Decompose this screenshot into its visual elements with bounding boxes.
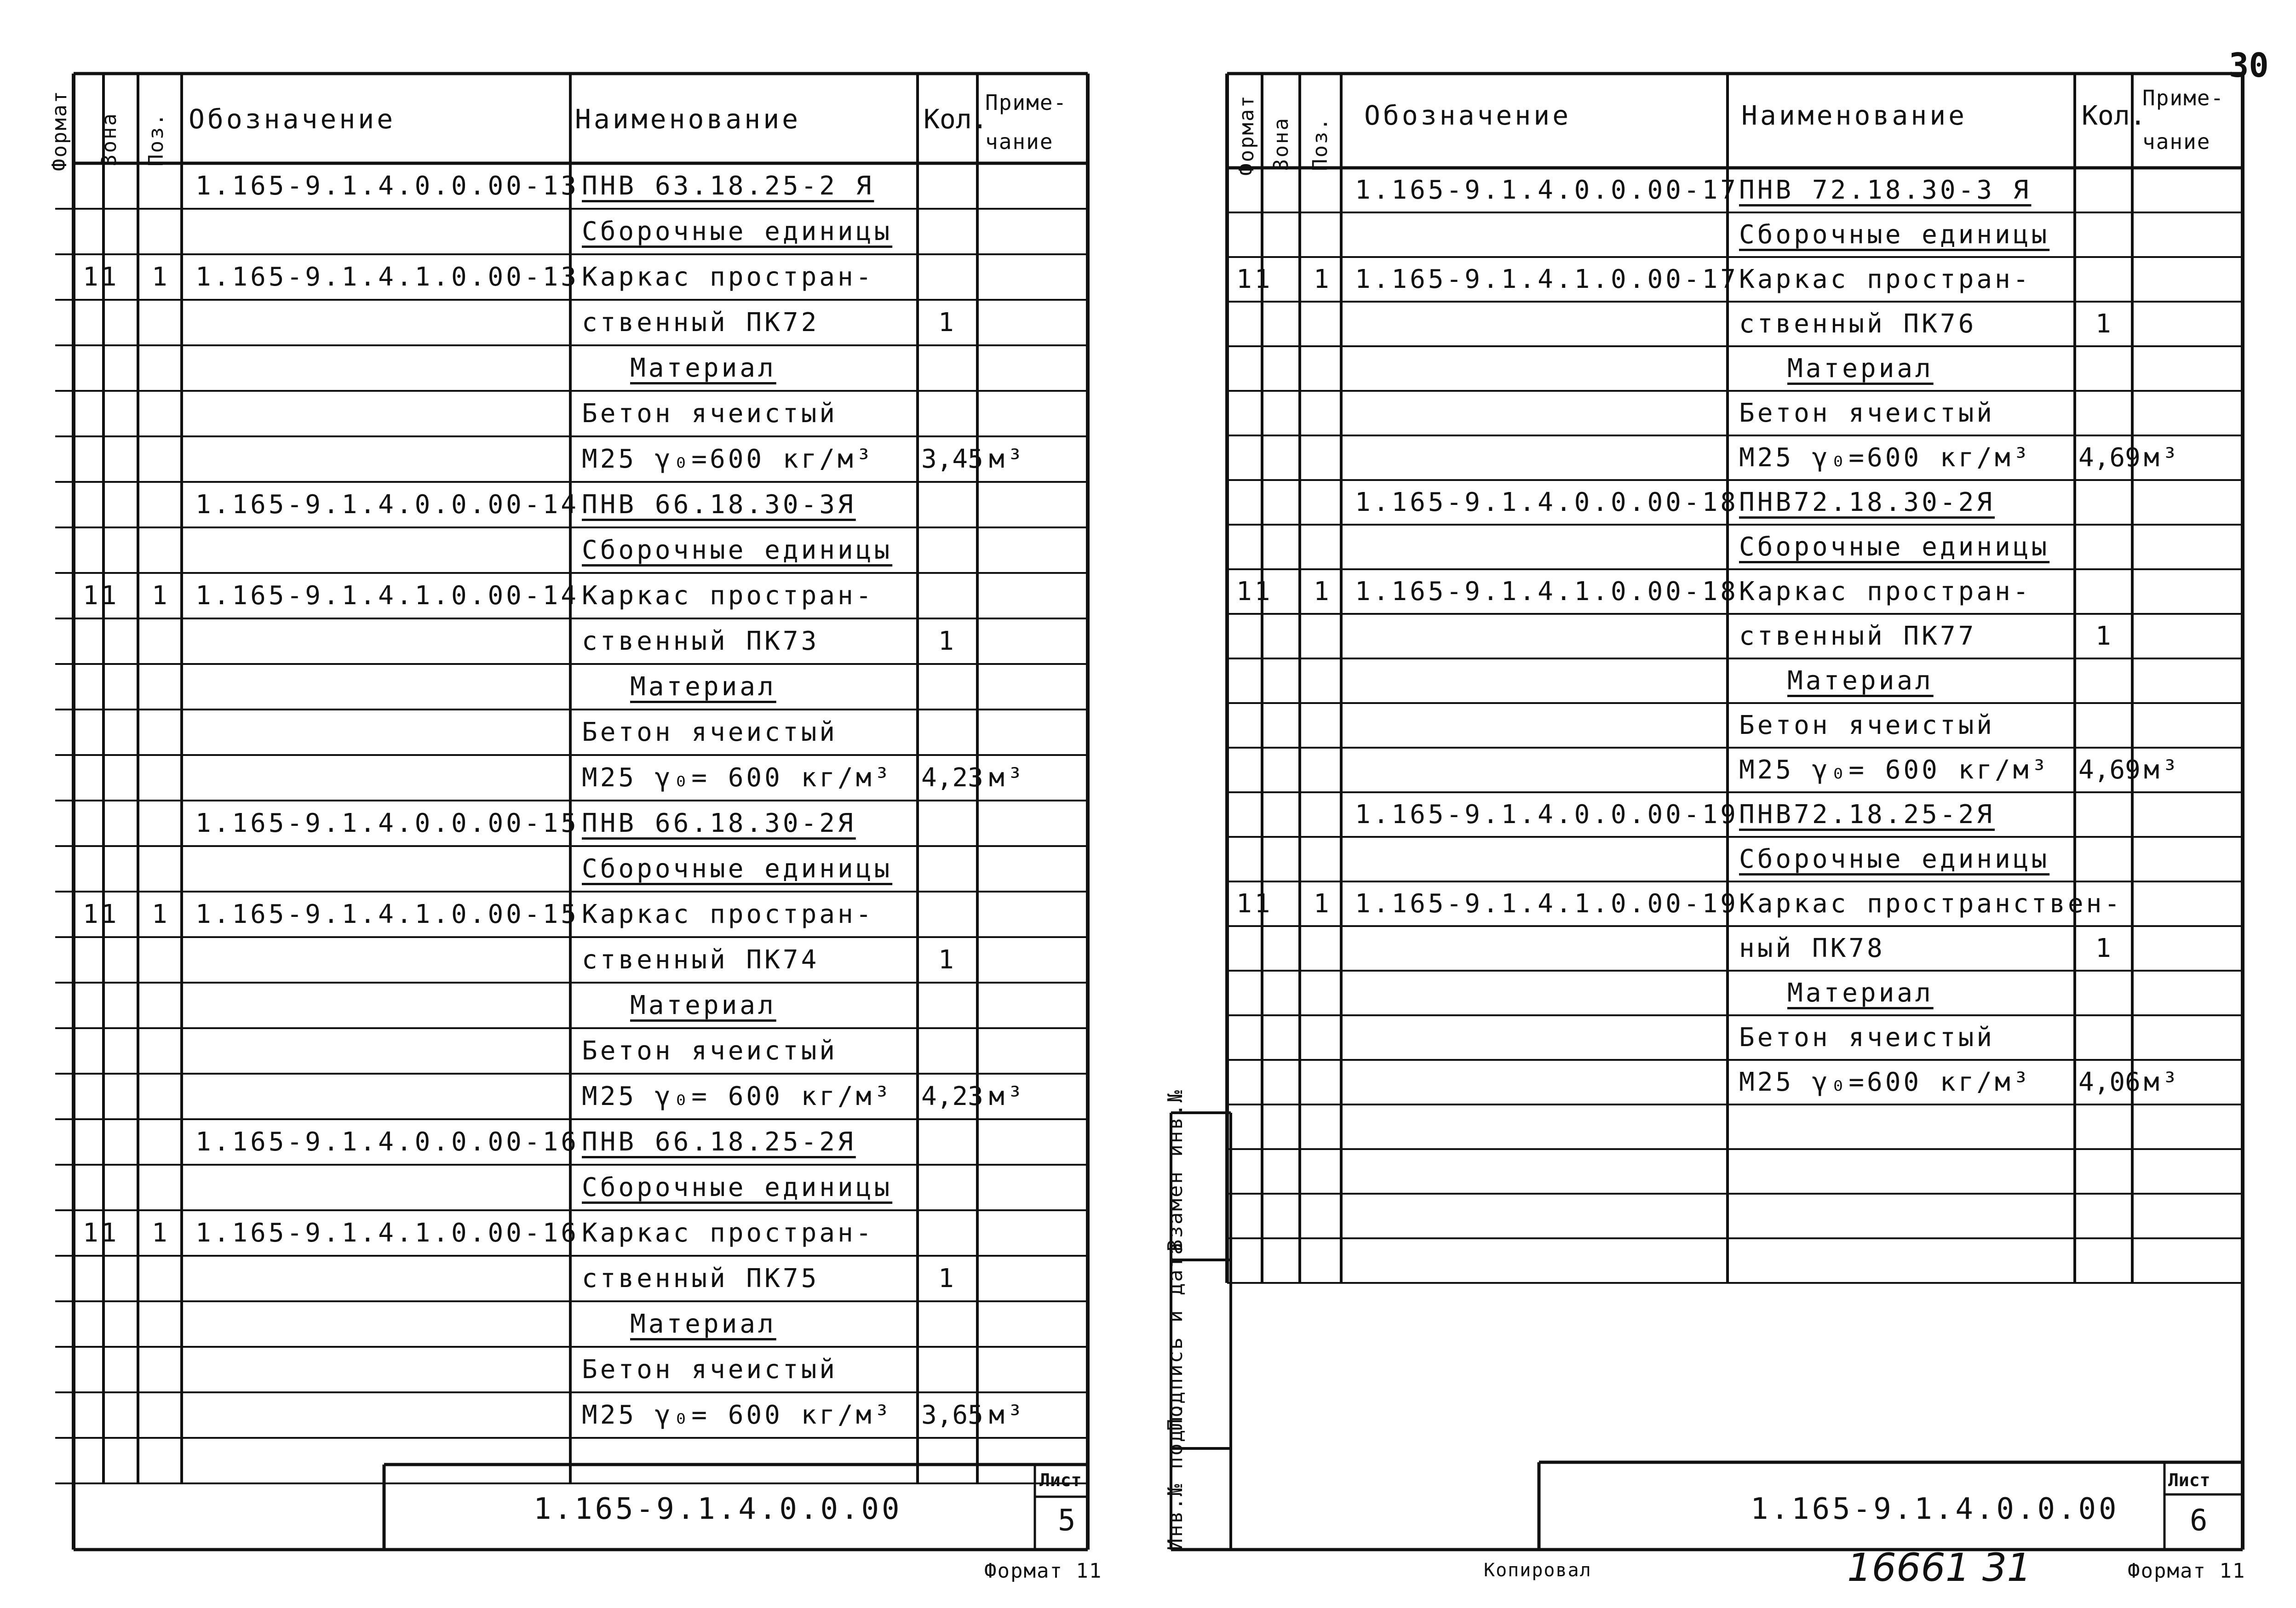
row-designation: 1.165-9.1.4.0.0.00-18	[1355, 487, 1739, 517]
row-format: 11	[83, 1218, 120, 1248]
row-name: ственный ПК76	[1739, 309, 1977, 339]
header-name-r: Наименование	[1741, 100, 1968, 131]
header-format-r: Формат	[1235, 94, 1258, 176]
row-name: ственный ПК72	[582, 307, 820, 338]
row-qty: 1	[938, 1263, 954, 1293]
row-name: Материал	[630, 671, 776, 702]
row-designation: 1.165-9.1.4.0.0.00-13	[195, 171, 580, 201]
row-name: Сборочные единицы	[582, 216, 893, 246]
row-designation: 1.165-9.1.4.0.0.00-17	[1355, 175, 1739, 205]
sheet-right	[1148, 0, 2296, 1608]
header-format: Формат	[48, 90, 71, 171]
row-pos: 1	[152, 1218, 170, 1248]
row-name: Сборочные единицы	[1739, 532, 2050, 562]
header-pos: Поз.	[144, 112, 168, 166]
row-designation: 1.165-9.1.4.1.0.00-16	[195, 1218, 580, 1248]
row-pos: 1	[152, 580, 170, 611]
row-name: М25 γ₀= 600 кг/м³	[582, 762, 893, 793]
row-pos: 1	[152, 899, 170, 929]
row-designation: 1.165-9.1.4.1.0.00-14	[195, 580, 580, 611]
row-designation: 1.165-9.1.4.0.0.00-14	[195, 489, 580, 520]
row-name: М25 γ₀=600 кг/м³	[1739, 1067, 2032, 1097]
row-note: м³	[2144, 442, 2181, 473]
row-qty: 4,23	[921, 1081, 983, 1111]
row-name: ПНВ 66.18.30-3Я	[582, 489, 856, 520]
row-name: Материал	[1787, 665, 1934, 696]
header-note-1-r: Приме-	[2142, 86, 2225, 110]
row-name: ственный ПК77	[1739, 621, 1977, 651]
row-qty: 1	[938, 307, 954, 338]
row-name: Каркас простран-	[582, 899, 874, 929]
row-format: 11	[83, 580, 120, 611]
row-format: 11	[83, 899, 120, 929]
row-qty: 1	[938, 626, 954, 656]
row-name: Каркас простран-	[582, 1218, 874, 1248]
handwritten-number: 16661 31	[1847, 1545, 2032, 1590]
header-note-2: чание	[985, 129, 1054, 154]
row-note: м³	[989, 1400, 1026, 1430]
row-qty: 4,69	[2078, 755, 2141, 785]
header-name: Наименование	[575, 103, 801, 135]
row-name: Сборочные единицы	[1739, 219, 2050, 250]
right-stamp-format: Формат 11	[2128, 1559, 2246, 1583]
row-designation: 1.165-9.1.4.0.0.00-16	[195, 1127, 580, 1157]
row-pos: 1	[1314, 576, 1332, 607]
row-note: м³	[989, 762, 1026, 793]
row-pos: 1	[152, 262, 170, 292]
row-format: 11	[1236, 888, 1273, 919]
row-name: Бетон ячеистый	[1739, 1022, 1995, 1053]
row-note: м³	[2144, 755, 2181, 785]
row-designation: 1.165-9.1.4.0.0.00-15	[195, 808, 580, 838]
row-name: Материал	[630, 353, 776, 383]
row-name: Бетон ячеистый	[1739, 710, 1995, 740]
row-designation: 1.165-9.1.4.1.0.00-19	[1355, 888, 1739, 919]
header-zone-r: Зона	[1269, 117, 1293, 171]
row-name: ПНВ72.18.25-2Я	[1739, 799, 1995, 830]
row-name: ственный ПК75	[582, 1263, 820, 1293]
row-name: ПНВ 66.18.25-2Я	[582, 1127, 856, 1157]
row-qty: 4,23	[921, 762, 983, 793]
header-pos-r: Поз.	[1309, 117, 1332, 171]
row-name: М25 γ₀= 600 кг/м³	[1739, 755, 2050, 785]
row-name: ПНВ 66.18.30-2Я	[582, 808, 856, 838]
row-name: ный ПК78	[1739, 933, 1885, 963]
row-name: ПНВ 63.18.25-2 Я	[582, 171, 874, 201]
row-name: Бетон ячеистый	[582, 1354, 838, 1385]
row-qty: 3,45	[921, 444, 983, 474]
right-stamp-copied: Копировал	[1484, 1560, 1592, 1581]
row-name: ственный ПК73	[582, 626, 820, 656]
row-name: Бетон ячеистый	[582, 717, 838, 747]
row-name: Сборочные единицы	[582, 1172, 893, 1202]
header-qty: Кол.	[924, 103, 988, 135]
row-designation: 1.165-9.1.4.1.0.00-13	[195, 262, 580, 292]
row-designation: 1.165-9.1.4.1.0.00-15	[195, 899, 580, 929]
header-designation-r: Обозначение	[1364, 100, 1572, 131]
row-name: Каркас простран-	[1739, 576, 2032, 607]
row-name: М25 γ₀= 600 кг/м³	[582, 1400, 893, 1430]
row-qty: 1	[938, 944, 954, 975]
header-qty-r: Кол.	[2082, 100, 2146, 131]
row-name: Материал	[1787, 978, 1934, 1008]
row-designation: 1.165-9.1.4.1.0.00-17	[1355, 264, 1739, 294]
row-name: М25 γ₀=600 кг/м³	[1739, 442, 2032, 473]
header-note-2-r: чание	[2142, 129, 2211, 154]
row-pos: 1	[1314, 888, 1332, 919]
row-name: Каркас пространствен-	[1739, 888, 2123, 919]
row-name: Материал	[630, 990, 776, 1020]
row-name: Бетон ячеистый	[582, 1036, 838, 1066]
row-name: Каркас простран-	[1739, 264, 2032, 294]
row-note: м³	[989, 1081, 1026, 1111]
row-qty: 3,65	[921, 1400, 983, 1430]
header-note-1: Приме-	[985, 90, 1068, 115]
header-zone: Зона	[98, 112, 121, 166]
right-stamp-sheet-label: Лист	[2168, 1470, 2210, 1490]
row-designation: 1.165-9.1.4.0.0.00-19	[1355, 799, 1739, 830]
row-format: 11	[83, 262, 120, 292]
row-qty: 4,69	[2078, 442, 2141, 473]
row-qty: 1	[2095, 621, 2111, 651]
row-name: Сборочные единицы	[1739, 844, 2050, 874]
row-name: Материал	[630, 1309, 776, 1339]
row-name: Бетон ячеистый	[1739, 398, 1995, 428]
side-inv: Инв.№ подл.	[1164, 1401, 1187, 1551]
row-name: Бетон ячеистый	[582, 398, 838, 429]
left-stamp-sheet-no: 5	[1058, 1504, 1076, 1538]
left-stamp-code: 1.165-9.1.4.0.0.00	[534, 1492, 902, 1526]
left-stamp-sheet-label: Лист	[1039, 1470, 1082, 1490]
page-number: 30	[2229, 46, 2269, 85]
row-name: Сборочные единицы	[582, 535, 893, 565]
row-name: М25 γ₀=600 кг/м³	[582, 444, 874, 474]
right-stamp-code: 1.165-9.1.4.0.0.00	[1751, 1492, 2119, 1526]
row-name: М25 γ₀= 600 кг/м³	[582, 1081, 893, 1111]
side-sign-date: Подпись и дата	[1164, 1241, 1187, 1431]
row-name: ПНВ 72.18.30-3 Я	[1739, 175, 2032, 205]
row-qty: 1	[2095, 309, 2111, 339]
row-pos: 1	[1314, 264, 1332, 294]
row-name: ственный ПК74	[582, 944, 820, 975]
header-designation: Обозначение	[189, 103, 396, 135]
row-name: Материал	[1787, 353, 1934, 383]
right-stamp-sheet-no: 6	[2190, 1504, 2208, 1538]
row-qty: 1	[2095, 933, 2111, 963]
row-format: 11	[1236, 576, 1273, 607]
row-note: м³	[2144, 1067, 2181, 1097]
row-name: Каркас простран-	[582, 580, 874, 611]
row-designation: 1.165-9.1.4.1.0.00-18	[1355, 576, 1739, 607]
row-note: м³	[989, 444, 1026, 474]
row-name: ПНВ72.18.30-2Я	[1739, 487, 1995, 517]
left-stamp-format: Формат 11	[984, 1559, 1102, 1583]
row-name: Сборочные единицы	[582, 853, 893, 884]
row-name: Каркас простран-	[582, 262, 874, 292]
side-replace: Взамен инв.№	[1164, 1089, 1187, 1252]
row-qty: 4,06	[2078, 1067, 2141, 1097]
row-format: 11	[1236, 264, 1273, 294]
